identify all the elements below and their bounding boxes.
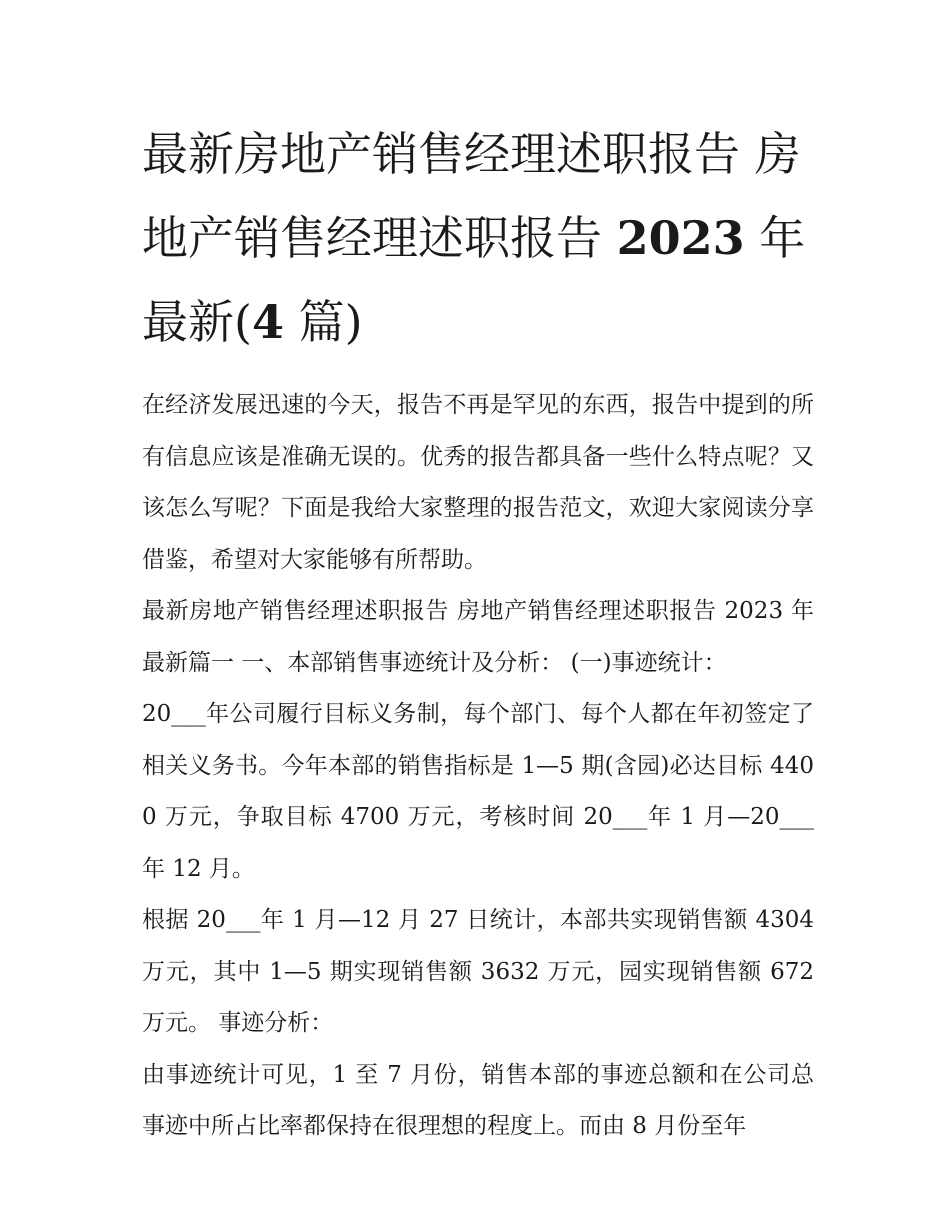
section-heading-paragraph: 最新房地产销售经理述职报告 房地产销售经理述职报告 2023 年最新篇一 一、本部销售事迹统计及分析： (一)事迹统计： xyxy=(142,598,814,676)
intro-paragraph: 在经济发展迅速的今天，报告不再是罕见的东西，报告中提到的所有信息应该是准确无误的。优秀的报告都具备一些什么特点呢？又该怎么写呢？下面是我给大家整理的报告范文，欢迎大家阅读分享借鉴，希望对大家能够有所帮助。 xyxy=(142,392,814,573)
analysis-paragraph: 由事迹统计可见，1 至 7 月份，销售本部的事迹总额和在公司总事迹中所占比率都保持在很理想的程度上。而由 8 月份至年 xyxy=(142,1061,814,1139)
title-year: 2023 xyxy=(616,211,745,265)
title-text-part1: 最新房地产销售经理述职报告 房地产销售经理述职报告 xyxy=(142,127,801,265)
document-title xyxy=(142,112,814,364)
title-text-part2: 年最新( xyxy=(142,211,806,349)
document-page xyxy=(142,112,814,1153)
targets-paragraph: 20___年公司履行目标义务制，每个部门、每个人都在年初签定了相关义务书。今年本部的销售指标是 1—5 期(含园)必达目标 4400 万元，争取目标 4700 万元，考核时间 20___年 1 月—20___年 12 月。 xyxy=(142,701,814,882)
title-count: 4 xyxy=(251,295,284,349)
title-text-part3: 篇) xyxy=(283,295,363,349)
statistics-paragraph: 根据 20___年 1 月—12 月 27 日统计，本部共实现销售额 4304 万元，其中 1—5 期实现销售额 3632 万元，园实现销售额 672 万元。 事迹分析： xyxy=(142,907,814,1036)
